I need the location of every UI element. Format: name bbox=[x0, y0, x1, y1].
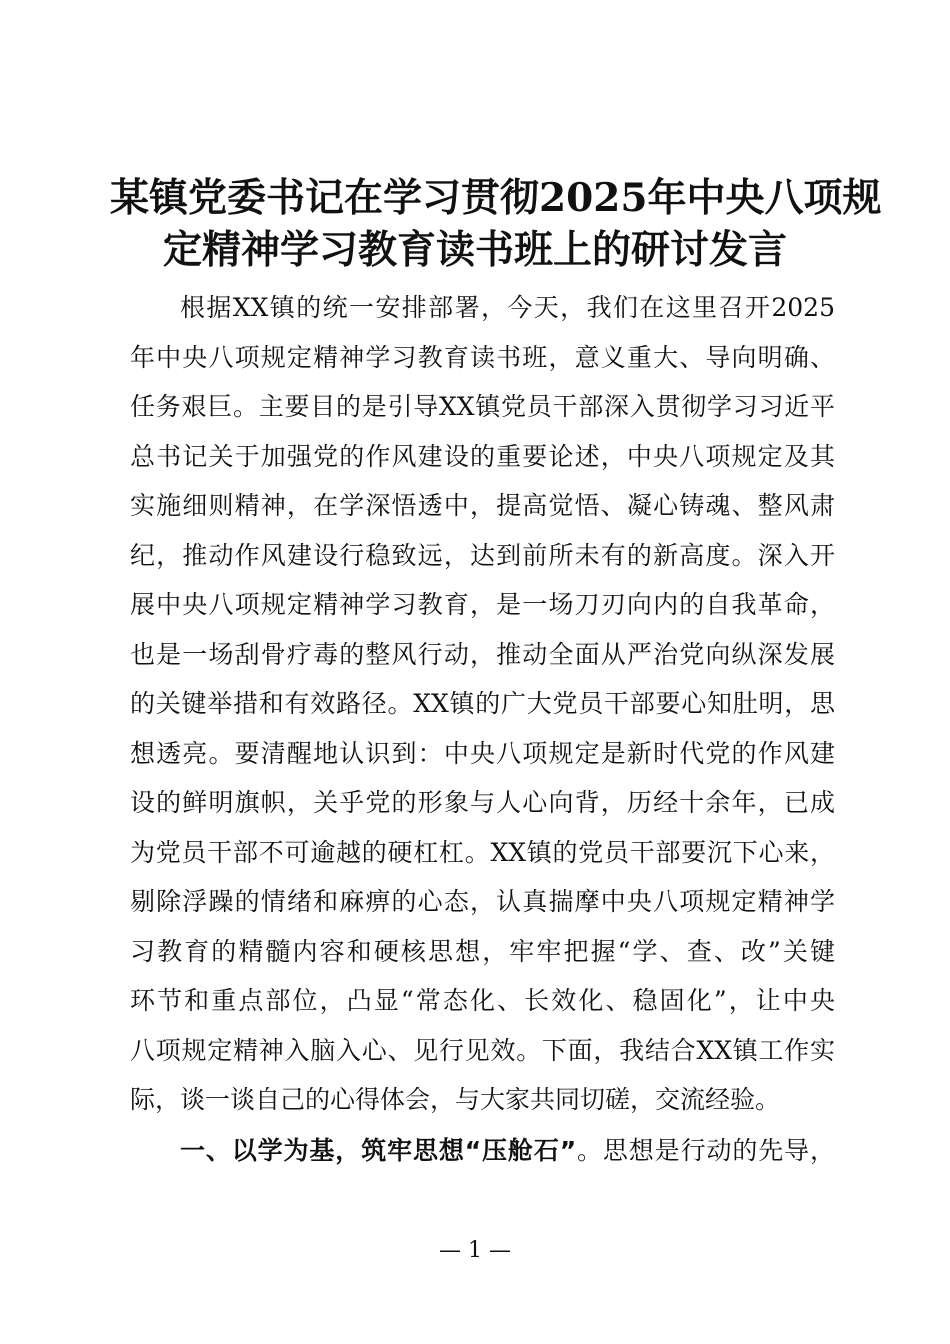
paragraph-line: 为党员干部不可逾越的硬杠杠。XX镇的党员干部要沉下心来， bbox=[130, 837, 835, 867]
paragraph-1 bbox=[130, 283, 835, 1125]
paragraph-line: 的关键举措和有效路径。XX镇的广大党员干部要心知肚明，思 bbox=[130, 689, 835, 718]
paragraph-line: 八项规定精神入脑入心、见行见效。下面，我结合XX镇工作实 bbox=[130, 1035, 835, 1065]
paragraph-line: 剔除浮躁的情绪和麻痹的心态，认真揣摩中央八项规定精神学 bbox=[130, 887, 835, 916]
paragraph-line: 习教育的精髓内容和硬核思想，牢牢把握“学、查、改”关键 bbox=[130, 936, 835, 966]
paragraph-line: 总书记关于加强党的作风建设的重要论述，中央八项规定及其 bbox=[130, 441, 835, 471]
paragraph-line: 想透亮。要清醒地认识到：中央八项规定是新时代党的作风建 bbox=[130, 738, 835, 768]
section-1-text: 。思想是行动的先导， bbox=[576, 1136, 835, 1165]
paragraph-line: 纪，推动作风建设行稳致远，达到前所未有的新高度。深入开 bbox=[130, 540, 835, 570]
paragraph-line: 也是一场刮骨疗毒的整风行动，推动全面从严治党向纵深发展 bbox=[130, 639, 835, 669]
paragraph-line: 际，谈一谈自己的心得体会，与大家共同切磋，交流经验。 bbox=[130, 1085, 781, 1114]
section-1-heading: 一、以学为基，筑牢思想“压舱石” bbox=[180, 1136, 577, 1165]
paragraph-line: 环节和重点部位，凸显“常态化、长效化、稳固化”，让中央 bbox=[130, 986, 835, 1015]
title-line-1: 某镇党委书记在学习贯彻2025年中央八项规 bbox=[110, 175, 882, 221]
paragraph-line: 年中央八项规定精神学习教育读书班，意义重大、导向明确、 bbox=[130, 342, 835, 372]
paragraph-line: 任务艰巨。主要目的是引导XX镇党员干部深入贯彻学习习近平 bbox=[130, 392, 835, 421]
paragraph-line: 实施细则精神，在学深悟透中，提高觉悟、凝心铸魂、整风肃 bbox=[130, 491, 835, 520]
section-1-first-line bbox=[180, 1126, 835, 1176]
paragraph-line: 根据XX镇的统一安排部署，今天，我们在这里召开2025 bbox=[180, 293, 835, 322]
document-title bbox=[110, 172, 882, 276]
title-line-2: 定精神学习教育读书班上的研讨发言 bbox=[162, 227, 787, 273]
page-number: — 1 — bbox=[439, 1238, 511, 1263]
paragraph-line: 设的鲜明旗帜，关乎党的形象与人心向背，历经十余年，已成 bbox=[130, 788, 835, 817]
paragraph-line: 展中央八项规定精神学习教育，是一场刀刃向内的自我革命， bbox=[130, 590, 835, 619]
